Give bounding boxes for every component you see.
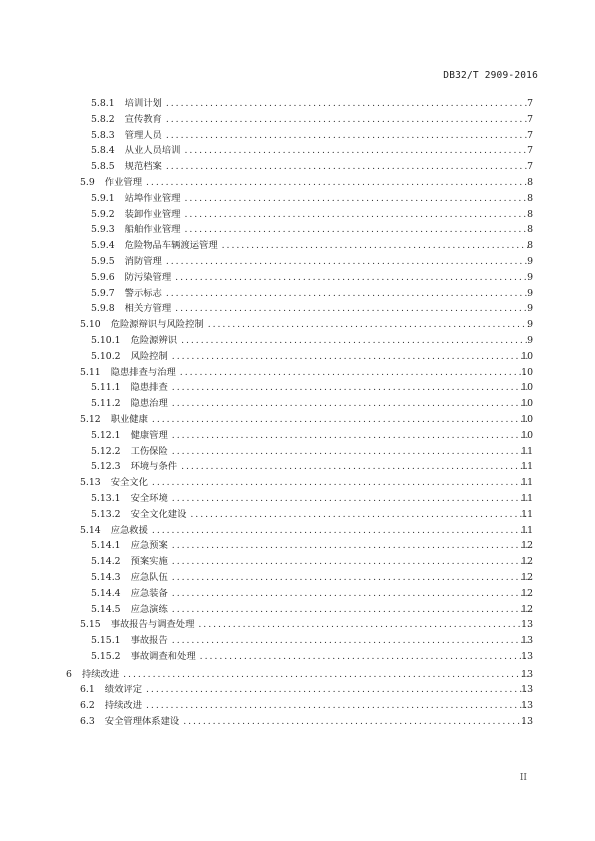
toc-entry-page: 13 [521, 635, 533, 647]
toc-entry[interactable] [0, 570, 595, 586]
toc-dot-leader [200, 649, 529, 665]
toc-entry-number: 6.1 [80, 684, 95, 696]
toc-dot-leader [172, 633, 529, 649]
toc-dot-leader [172, 602, 529, 618]
toc-entry-title: 隐患排查 [130, 382, 168, 394]
toc-entry[interactable] [0, 491, 595, 507]
toc-entry[interactable] [0, 191, 595, 207]
page-number: II [519, 773, 527, 783]
toc-entry[interactable] [0, 444, 595, 460]
toc-entry-page: 9 [527, 271, 533, 283]
toc-entry[interactable] [0, 222, 595, 238]
toc-dot-leader [175, 270, 529, 286]
toc-entry-page: 8 [527, 208, 533, 220]
toc-entry-title: 预案实施 [130, 556, 168, 568]
toc-entry[interactable] [0, 112, 595, 128]
toc-dot-leader [181, 459, 529, 475]
toc-entry-number: 6.3 [80, 716, 95, 728]
toc-entry-title: 作业管理 [104, 176, 142, 188]
toc-entry-page: 7 [527, 161, 533, 173]
toc-entry-number: 5.9 [80, 176, 95, 188]
toc-entry-title: 宣传教育 [124, 113, 162, 125]
table-of-contents [0, 96, 595, 730]
toc-entry-number: 5.8.5 [91, 161, 115, 173]
toc-entry[interactable] [0, 96, 595, 112]
toc-entry[interactable] [0, 238, 595, 254]
toc-entry-number: 5.15.2 [91, 650, 121, 662]
toc-entry-title: 隐患治理 [130, 398, 168, 410]
toc-entry[interactable] [0, 207, 595, 223]
toc-dot-leader [152, 523, 529, 539]
toc-entry-number: 5.9.2 [91, 208, 115, 220]
toc-entry-title: 从业人员培训 [124, 145, 181, 157]
toc-entry-page: 8 [527, 240, 533, 252]
toc-entry-page: 13 [521, 668, 533, 680]
toc-entry-number: 5.10.2 [91, 350, 121, 362]
toc-dot-leader [172, 444, 529, 460]
toc-entry[interactable] [0, 633, 595, 649]
toc-entry-title: 应急装备 [130, 587, 168, 599]
toc-entry-title: 持续改进 [81, 668, 120, 680]
toc-entry-title: 管理人员 [124, 129, 162, 141]
toc-entry-page: 7 [527, 145, 533, 157]
toc-entry-page: 9 [527, 287, 533, 299]
toc-dot-leader [184, 143, 529, 159]
toc-entry-page: 10 [521, 350, 533, 362]
toc-entry-number: 5.8.2 [91, 113, 115, 125]
toc-entry-page: 11 [521, 445, 533, 457]
toc-dot-leader [146, 175, 529, 191]
toc-entry-title: 应急预案 [130, 540, 168, 552]
toc-entry-title: 隐患排查与治理 [110, 366, 176, 378]
toc-entry[interactable] [0, 475, 595, 491]
toc-entry-number: 5.13 [80, 477, 101, 489]
toc-entry-number: 5.11.2 [91, 398, 121, 410]
toc-entry[interactable] [0, 270, 595, 286]
toc-entry-number: 5.9.1 [91, 192, 115, 204]
toc-entry-page: 13 [521, 684, 533, 696]
toc-dot-leader [146, 682, 529, 698]
toc-entry[interactable] [0, 523, 595, 539]
toc-entry-title: 事故报告 [130, 635, 168, 647]
toc-entry-number: 5.15 [80, 619, 101, 631]
toc-entry-title: 应急救援 [110, 524, 148, 536]
toc-entry-number: 6 [66, 668, 72, 680]
toc-dot-leader [172, 586, 529, 602]
toc-entry[interactable] [0, 286, 595, 302]
toc-dot-leader [175, 301, 529, 317]
toc-entry-number: 5.12.3 [91, 461, 121, 473]
toc-dot-leader [184, 222, 529, 238]
toc-entry[interactable] [0, 349, 595, 365]
toc-entry[interactable] [0, 317, 595, 333]
toc-entry-title: 危险源辨识 [130, 334, 178, 346]
toc-entry-page: 8 [527, 176, 533, 188]
toc-entry-page: 11 [521, 477, 533, 489]
toc-entry-page: 7 [527, 98, 533, 109]
toc-entry-page: 12 [521, 540, 533, 552]
toc-entry-page: 10 [521, 382, 533, 394]
toc-entry-number: 5.9.8 [91, 303, 115, 315]
toc-entry-page: 8 [527, 192, 533, 204]
toc-dot-leader [180, 365, 529, 381]
toc-entry-page: 13 [521, 700, 533, 712]
toc-entry-title: 绩效评定 [104, 684, 142, 696]
toc-entry-page: 7 [527, 129, 533, 141]
toc-entry-page: 12 [521, 556, 533, 568]
toc-dot-leader [166, 286, 529, 302]
toc-entry-title: 装卸作业管理 [124, 208, 181, 220]
toc-entry-title: 事故报告与调查处理 [110, 619, 195, 631]
toc-entry-page: 9 [527, 334, 533, 346]
toc-entry-page: 13 [521, 650, 533, 662]
toc-entry[interactable] [0, 128, 595, 144]
toc-entry-page: 13 [521, 716, 533, 728]
toc-entry-title: 应急演练 [130, 603, 168, 615]
toc-entry-title: 事故调查和处理 [130, 650, 196, 662]
toc-dot-leader [172, 428, 529, 444]
toc-entry-page: 7 [527, 113, 533, 125]
toc-entry-title: 警示标志 [124, 287, 162, 299]
toc-dot-leader [172, 349, 529, 365]
document-code: DB32/T 2909-2016 [443, 70, 538, 81]
toc-entry[interactable] [0, 714, 595, 730]
toc-dot-leader [172, 554, 529, 570]
toc-entry-page: 10 [521, 429, 533, 441]
toc-entry[interactable] [0, 396, 595, 412]
toc-entry-title: 规范档案 [124, 161, 162, 173]
toc-entry[interactable] [0, 602, 595, 618]
toc-dot-leader [166, 159, 529, 175]
toc-entry-number: 5.10 [80, 319, 101, 331]
toc-entry-number: 5.8.3 [91, 129, 115, 141]
toc-entry-number: 5.14 [80, 524, 101, 536]
toc-entry-page: 11 [521, 492, 533, 504]
toc-entry-number: 5.12 [80, 413, 101, 425]
toc-dot-leader [166, 112, 529, 128]
toc-entry-number: 5.11.1 [91, 382, 121, 394]
toc-entry-number: 5.14.5 [91, 603, 121, 615]
toc-entry-title: 防污染管理 [124, 271, 172, 283]
toc-entry-number: 5.11 [80, 366, 101, 378]
toc-dot-leader [152, 475, 529, 491]
toc-entry-title: 站埠作业管理 [124, 192, 181, 204]
toc-entry-title: 安全文化建设 [130, 508, 187, 520]
toc-entry-title: 船舶作业管理 [124, 224, 181, 236]
toc-entry[interactable] [0, 586, 595, 602]
toc-dot-leader [172, 538, 529, 554]
toc-entry[interactable] [0, 428, 595, 444]
toc-entry-title: 持续改进 [104, 700, 142, 712]
toc-entry[interactable] [0, 698, 595, 714]
toc-entry[interactable] [0, 538, 595, 554]
toc-entry-page: 11 [521, 524, 533, 536]
toc-entry[interactable] [0, 649, 595, 665]
toc-entry-number: 6.2 [80, 700, 95, 712]
toc-entry-page: 12 [521, 603, 533, 615]
toc-dot-leader [172, 380, 529, 396]
toc-entry-page: 12 [521, 587, 533, 599]
toc-entry-title: 安全文化 [110, 477, 148, 489]
toc-dot-leader [172, 491, 529, 507]
toc-dot-leader [123, 667, 529, 683]
toc-entry-page: 10 [521, 398, 533, 410]
toc-entry-title: 安全环境 [130, 492, 168, 504]
toc-entry[interactable] [0, 333, 595, 349]
toc-entry[interactable] [0, 159, 595, 175]
toc-entry-page: 13 [521, 619, 533, 631]
toc-entry-page: 9 [527, 319, 533, 331]
toc-dot-leader [146, 698, 529, 714]
toc-dot-leader [172, 396, 529, 412]
toc-entry-page: 11 [521, 461, 533, 473]
toc-entry-page: 9 [527, 255, 533, 267]
toc-entry-title: 工伤保险 [130, 445, 168, 457]
toc-entry-title: 安全管理体系建设 [104, 716, 180, 728]
toc-dot-leader [172, 570, 529, 586]
toc-entry[interactable] [0, 554, 595, 570]
toc-entry-title: 培训计划 [124, 98, 162, 109]
toc-entry-page: 8 [527, 224, 533, 236]
toc-entry-number: 5.10.1 [91, 334, 121, 346]
toc-dot-leader [184, 191, 529, 207]
toc-entry-title: 健康管理 [130, 429, 168, 441]
toc-dot-leader [152, 412, 529, 428]
toc-dot-leader [184, 207, 529, 223]
toc-dot-leader [222, 238, 529, 254]
toc-entry-number: 5.9.6 [91, 271, 115, 283]
toc-entry-number: 5.13.1 [91, 492, 121, 504]
toc-entry-title: 危险源辩识与风险控制 [110, 319, 204, 331]
toc-dot-leader [166, 96, 529, 112]
toc-entry[interactable] [0, 682, 595, 698]
toc-entry-number: 5.14.2 [91, 556, 121, 568]
toc-entry-number: 5.8.1 [91, 98, 115, 109]
toc-entry-title: 职业健康 [110, 413, 148, 425]
toc-entry-title: 危险物品车辆渡运管理 [124, 240, 218, 252]
toc-entry-page: 10 [521, 413, 533, 425]
toc-entry[interactable] [0, 301, 595, 317]
toc-entry-page: 9 [527, 303, 533, 315]
toc-dot-leader [208, 317, 529, 333]
toc-entry[interactable] [0, 667, 595, 683]
toc-entry-number: 5.14.3 [91, 571, 121, 583]
toc-entry-page: 11 [521, 508, 533, 520]
toc-entry-title: 相关方管理 [124, 303, 172, 315]
toc-entry-number: 5.14.1 [91, 540, 121, 552]
toc-entry[interactable] [0, 507, 595, 523]
toc-entry-title: 应急队伍 [130, 571, 168, 583]
toc-entry[interactable] [0, 412, 595, 428]
toc-entry-number: 5.9.3 [91, 224, 115, 236]
toc-entry-number: 5.12.1 [91, 429, 121, 441]
toc-dot-leader [190, 507, 529, 523]
toc-entry[interactable] [0, 365, 595, 381]
toc-entry-number: 5.13.2 [91, 508, 121, 520]
toc-entry-number: 5.9.7 [91, 287, 115, 299]
toc-entry-number: 5.12.2 [91, 445, 121, 457]
toc-entry-number: 5.9.4 [91, 240, 115, 252]
toc-entry-title: 消防管理 [124, 255, 162, 267]
toc-entry[interactable] [0, 175, 595, 191]
toc-entry[interactable] [0, 617, 595, 633]
toc-entry[interactable] [0, 459, 595, 475]
toc-entry-number: 5.9.5 [91, 255, 115, 267]
toc-entry[interactable] [0, 143, 595, 159]
toc-entry-page: 10 [521, 366, 533, 378]
toc-entry-title: 风险控制 [130, 350, 168, 362]
toc-entry-number: 5.15.1 [91, 635, 121, 647]
toc-entry[interactable] [0, 254, 595, 270]
toc-entry-number: 5.8.4 [91, 145, 115, 157]
toc-dot-leader [183, 714, 529, 730]
toc-dot-leader [181, 333, 529, 349]
toc-entry[interactable] [0, 380, 595, 396]
toc-dot-leader [166, 128, 529, 144]
toc-entry-page: 12 [521, 571, 533, 583]
toc-entry-title: 环境与条件 [130, 461, 178, 473]
toc-entry-number: 5.14.4 [91, 587, 121, 599]
toc-dot-leader [166, 254, 529, 270]
toc-dot-leader [198, 617, 529, 633]
